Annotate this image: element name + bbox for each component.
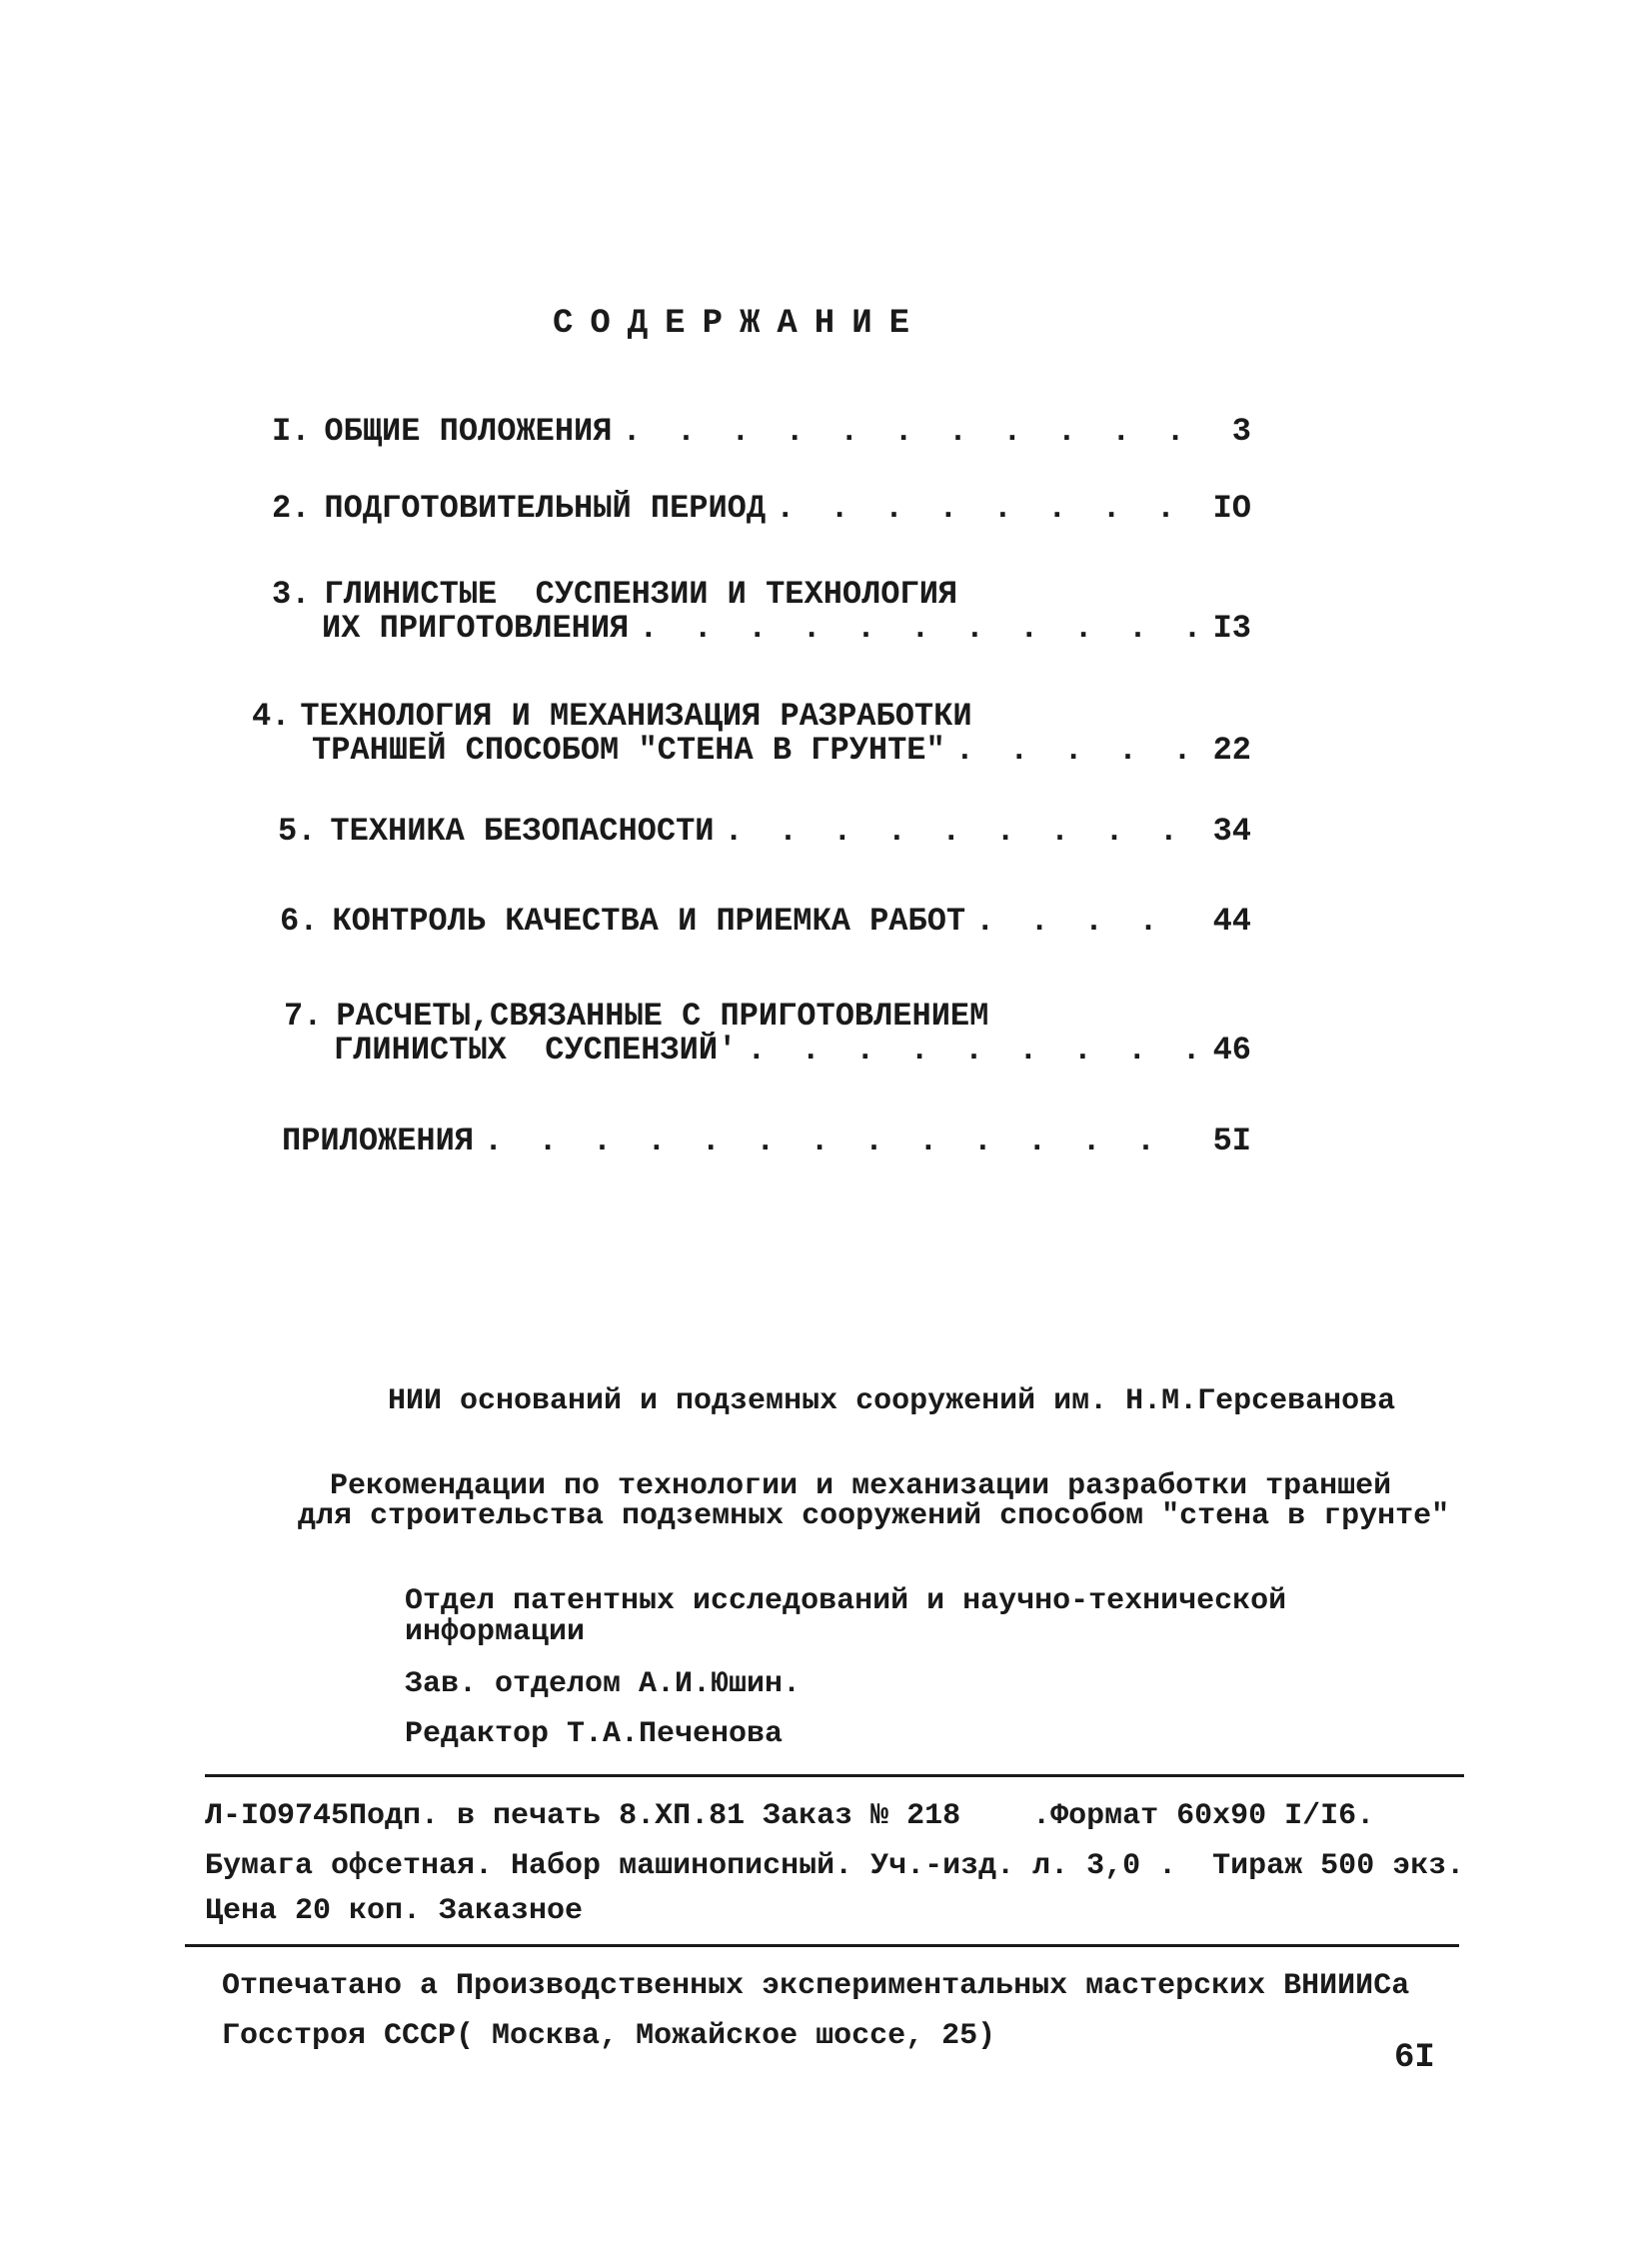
publication-title-line2: для строительства подземных сооружений способом "стена в грунте" — [298, 1499, 1450, 1533]
divider-bottom — [185, 1944, 1459, 1947]
toc-entry — [272, 492, 1251, 526]
toc-dot-leader — [622, 415, 1195, 449]
toc-entry — [252, 700, 1251, 768]
toc-entry — [282, 1124, 1251, 1158]
toc-dot-leader — [747, 1034, 1195, 1068]
toc-entry — [272, 415, 1251, 449]
toc-entry-number: 5. — [278, 813, 317, 850]
toc-entry-number: 6. — [280, 903, 319, 940]
toc-dot-leader — [776, 492, 1195, 526]
department-head: Зав. отделом А.И.Юшин. — [405, 1667, 802, 1701]
toc-dot-leader — [975, 905, 1195, 939]
print-details-line1: Л-IO9745Подп. в печать 8.XП.81 Заказ № 218 .Формат 60х90 I/I6. — [205, 1799, 1375, 1833]
department-line2: информации — [405, 1615, 586, 1649]
toc-entry-page: I3 — [1212, 610, 1251, 647]
toc-entry-page: 46 — [1212, 1032, 1251, 1069]
print-details-line3: Цена 20 коп. Заказное — [205, 1894, 584, 1928]
toc-dot-leader — [639, 612, 1195, 646]
toc-entry-page: 44 — [1212, 903, 1251, 940]
toc-entry-title: ПРИЛОЖЕНИЯ — [282, 1122, 475, 1159]
toc-entry-number: 4. — [252, 698, 291, 735]
toc-entry-title-cont: ГЛИНИСТЫХ СУСПЕНЗИЙ' — [334, 1032, 738, 1069]
toc-entry — [280, 905, 1251, 939]
toc-entry-title: ОБЩИЕ ПОЛОЖЕНИЯ — [324, 413, 613, 450]
toc-entry-title: РАСЧЕТЫ,СВЯЗАННЫЕ С ПРИГОТОВЛЕНИЕМ — [336, 998, 989, 1035]
toc-entry-number: 7. — [284, 998, 323, 1035]
institute-name: НИИ оснований и подземных сооружений им. Н.М.Герсеванова — [388, 1384, 1396, 1418]
toc-entry-number: I. — [272, 413, 311, 450]
toc-dot-leader — [724, 815, 1195, 849]
toc-entry — [284, 1000, 1251, 1068]
toc-entry-page: IO — [1212, 490, 1251, 527]
toc-title: СОДЕРЖАНИЕ — [552, 305, 927, 343]
page-number: 6I — [1394, 2039, 1435, 2077]
toc-entry-page: 5I — [1212, 1122, 1251, 1159]
printer-line1: Отпечатано а Производственных экспериментальных мастерских ВНИИИСа — [222, 1969, 1410, 2003]
toc-entry — [272, 578, 1251, 646]
department-line1: Отдел патентных исследований и научно-технической — [405, 1584, 1287, 1618]
publication-title-line1: Рекомендации по технологии и механизации разработки траншей — [330, 1469, 1392, 1503]
toc-entry-title: ТЕХНИКА БЕЗОПАСНОСТИ — [330, 813, 715, 850]
toc-entry-page: 22 — [1212, 732, 1251, 769]
toc-entry-page: 34 — [1212, 813, 1251, 850]
print-details-line2: Бумага офсетная. Набор машинописный. Уч.-изд. л. 3,0 . Тираж 500 экз. — [205, 1849, 1465, 1883]
toc-entry-number: 3. — [272, 576, 311, 613]
toc-entry — [278, 815, 1251, 849]
printer-line2: Госстроя СССР( Москва, Можайское шоссе, 25) — [222, 2019, 996, 2053]
editor: Редактор Т.А.Печенова — [405, 1717, 784, 1751]
toc-entry-number: 2. — [272, 490, 311, 527]
toc-entry-page: 3 — [1231, 413, 1251, 450]
toc-entry-title: ТЕХНОЛОГИЯ И МЕХАНИЗАЦИЯ РАЗРАБОТКИ — [300, 698, 972, 735]
toc-entry-title: ПОДГОТОВИТЕЛЬНЫЙ ПЕРИОД — [324, 490, 767, 527]
toc-dot-leader — [955, 734, 1195, 768]
toc-entry-title-cont: ТРАНШЕЙ СПОСОБОМ "СТЕНА В ГРУНТЕ" — [312, 732, 945, 769]
toc-entry-title: ГЛИНИСТЫЕ СУСПЕНЗИИ И ТЕХНОЛОГИЯ — [324, 576, 958, 613]
toc-entry-title: КОНТРОЛЬ КАЧЕСТВА И ПРИЕМКА РАБОТ — [332, 903, 966, 940]
toc-dot-leader — [484, 1124, 1195, 1158]
toc-entry-title-cont: ИХ ПРИГОТОВЛЕНИЯ — [322, 610, 630, 647]
divider-top — [205, 1774, 1464, 1777]
